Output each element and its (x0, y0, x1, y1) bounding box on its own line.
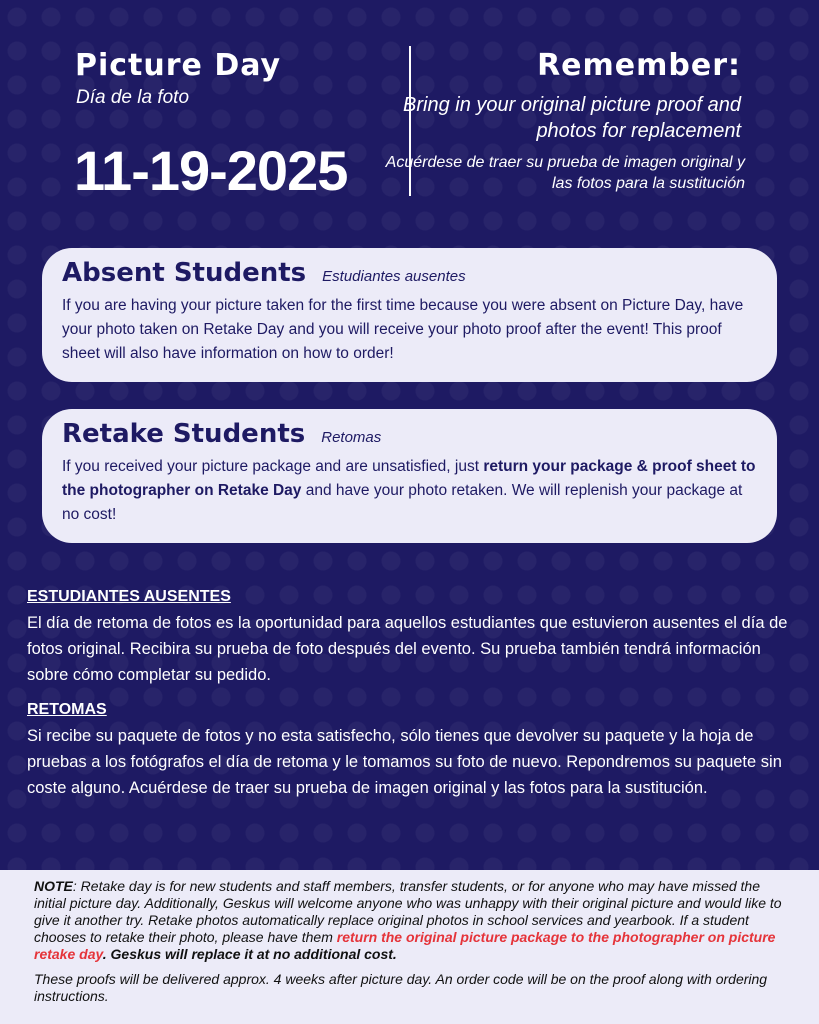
retake-card-tag: Retomas (321, 429, 382, 446)
note-text-start: : Retake day is for new students and staff members, transfer students, or for anyone who may have missed the initial picture day. Additionally, Geskus will welcome anyone who was unhappy with their original picture and would like to give it another try. Retake photos automatically replace original photos in school services and yearbook. If a student chooses to retake their photo, please have them (34, 878, 782, 945)
ausentes-section (27, 588, 792, 688)
retake-card-title: Retake Students (62, 419, 306, 449)
remember-title: Remember: (537, 48, 741, 83)
absent-card-header (62, 258, 757, 288)
ausentes-body: El día de retoma de fotos es la oportunidad para aquellos estudiantes que estuvieron ausentes el día de fotos original. Recibira su prueba de foto después del evento. Su prueba también tendrá información sobre cómo completar su pedido. (27, 614, 788, 684)
retake-body-bold: return your package & proof sheet to the photographer on Retake Day (62, 458, 756, 499)
retomas-section (27, 701, 792, 801)
remember-english: Bring in your original picture proof and photos for replacement (403, 94, 741, 142)
ausentes-heading: ESTUDIANTES AUSENTES (27, 588, 231, 605)
absent-card-tag: Estudiantes ausentes (322, 268, 466, 285)
note-label: NOTE (34, 878, 73, 894)
absent-card-title: Absent Students (62, 258, 307, 288)
picture-day-date: 11-19-2025 (74, 139, 348, 202)
note-text (34, 878, 789, 963)
retake-students-card (42, 409, 777, 543)
retake-body-start: If you received your picture package and are unsatisfied, just (62, 458, 484, 475)
note-red-text: return the original picture package to the photographer on picture retake day (34, 929, 776, 962)
retake-card-header (62, 419, 757, 449)
note-panel (0, 870, 819, 1024)
retomas-heading: RETOMAS (27, 701, 107, 718)
header-subtitle: Día de la foto (76, 87, 190, 108)
absent-students-card (42, 248, 777, 382)
header-title: Picture Day (75, 48, 282, 83)
delivery-text: These proofs will be delivered approx. 4 weeks after picture day. An order code will be on the proof along with ordering instructions. (34, 971, 768, 1004)
retake-body-end: and have your photo retaken. We will replenish your package at no cost! (62, 482, 743, 523)
retomas-body: Si recibe su paquete de fotos y no esta satisfecho, sólo tienes que devolver su paquete y la hoja de pruebas a los fotógrafos el día de retoma y le tomamos su foto de nuevo. Repondremos su paquete sin coste alguno. Acuérdese de traer su prueba de imagen original y las fotos para la sustitución. (27, 727, 782, 797)
retake-card-body (62, 455, 757, 527)
note-bold-end: . Geskus will replace it at no additional cost. (102, 946, 397, 962)
remember-spanish: Acuérdese de traer su prueba de imagen original y las fotos para la sustitución (385, 154, 745, 192)
absent-card-body: If you are having your picture taken for the first time because you were absent on Picture Day, have your photo taken on Retake Day and you will receive your photo proof after the event! This proof sheet will also have information on how to order! (62, 297, 744, 362)
